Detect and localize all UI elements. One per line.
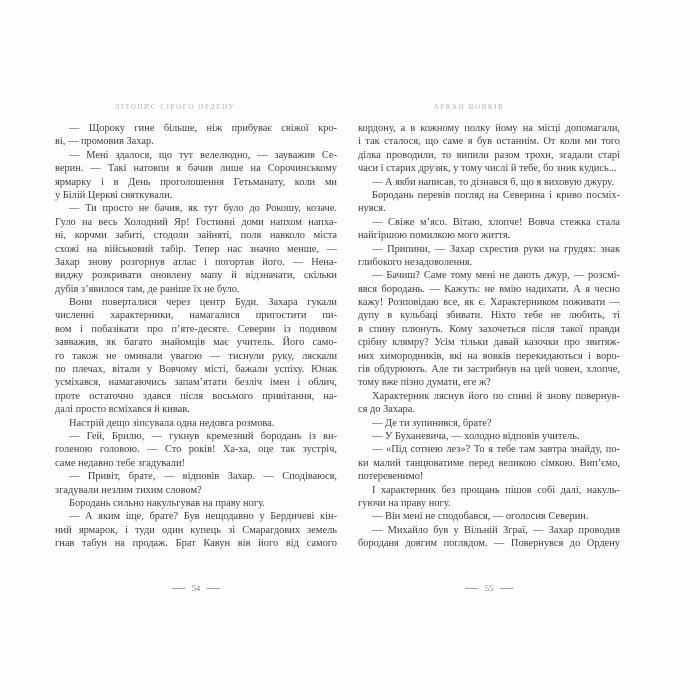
page-right-body xyxy=(358,122,620,551)
page-number-left xyxy=(55,583,337,593)
text-line: кордону, а в кожному полку йому на місці допомагали, xyxy=(358,123,620,134)
text-line: ві, — промовив Захар. xyxy=(55,136,154,148)
text-line: явся бородань. — Кажуть: не вмію надихати. А я чесно xyxy=(358,283,620,295)
text-line: — Михайло був у Вільній Зграї, — Захар проводив xyxy=(372,524,620,536)
text-line: найгіршою помилкою мого життя. xyxy=(358,230,511,242)
text-line: ки малий танцюватиме перед великою сімкою. Вип’ємо, xyxy=(358,457,620,469)
running-header-right: АРКАН ВОВКІВ xyxy=(433,103,505,111)
text-line: потеревенимо! xyxy=(358,471,424,483)
ornament-dash-icon xyxy=(500,588,513,589)
text-line: гнав табун на продаж. Брат Кавун вів його від самого xyxy=(55,538,337,550)
text-line: І характерник без прощань пішов собі далі, накуль- xyxy=(372,484,620,496)
text-line: тому вже пізно думати, еге ж? xyxy=(358,377,491,389)
text-line: Гуло на весь Холодний Яр! Гостинні доми напхом напха- xyxy=(55,216,337,228)
text-line: голеною головою. — Сто років! Ха-ха, оце так зустріч, xyxy=(55,444,337,456)
text-line: ний ярмарок, і туди один купець зі Смарагдових земель xyxy=(55,524,337,536)
text-line: вом і побазікати про п’яте-десяте. Северин із подивом xyxy=(55,323,337,335)
text-line: виджу розкривати оновлену мапу й відзначати, скільки xyxy=(55,270,337,282)
text-line: — У Буханевича, — холодно відповів учитель. xyxy=(372,430,580,442)
text-line: — А яким іще, брате? Був нещодавно у Бердичеві кін- xyxy=(69,511,337,523)
text-line: — Свіже м’ясо. Вітаю, хлопче! Вовча стежка стала xyxy=(372,216,620,228)
text-line: кажу! Розповідаю все, як є. Характерником поживати — xyxy=(358,297,620,309)
text-line: схожі на військовий табір. Тепер нас значно менше, — xyxy=(55,243,337,255)
text-line: часи і старих друзяк, у тому числі й тебе, бо зник кудись... xyxy=(358,163,617,175)
text-line: Бородань перевів погляд на Северина і криво посміх- xyxy=(372,189,620,201)
text-line: дупу в кульбаці збивати. Ніхто тебе не любить, ті xyxy=(358,310,620,322)
text-line: ні, корчми забиті, стодоли зайняті, поля навколо міста xyxy=(55,230,337,242)
text-line: ділка проводили, то випили разом трохи, згадали старі xyxy=(358,149,620,161)
text-line: проте остаточно здався після восьмого привітання, на- xyxy=(55,390,337,402)
text-line: — Він мені не сподобався, — оголосив Северин. xyxy=(372,511,589,523)
page-number-value: 55 xyxy=(484,583,494,593)
text-line: ся до Захара. xyxy=(358,404,415,416)
text-line: — Привіт, брате, — відповів Захар. — Сподіваюся, xyxy=(69,471,337,483)
text-line: бороданя довгим поглядом. — Повернувся до Ордену xyxy=(358,538,620,550)
text-line: Бородань сильно накульгував на праву ногу. xyxy=(69,497,265,509)
text-line: ярмарку і в День проголошення Гетьманату, коли ми xyxy=(55,176,337,188)
page-number-right xyxy=(358,583,620,593)
text-line: них химородників, які на вовків перекидаються і воро- xyxy=(358,350,620,362)
text-line: — А якби написав, то дізнався б, що я виховую джуру. xyxy=(372,176,614,188)
text-line: численні характерники, намагалися пригостити пи- xyxy=(55,310,337,322)
text-line: срібну клямру? Усім тільки давай казочки про звитяж- xyxy=(358,337,620,349)
text-line: — Мені здалося, що тут велелюдно, — зауважив Се- xyxy=(69,149,337,161)
text-line: гів обдурюють. Але ти застрибнув на цей човен, хлопче, xyxy=(358,364,620,376)
text-line: у Білій Церкві святкували. xyxy=(55,189,173,201)
text-line: глибокого незадоволення. xyxy=(358,256,473,268)
ornament-dash-icon xyxy=(172,588,185,589)
text-line: усміхався, намагаючись запам’ятати безліч імен і облич, xyxy=(55,377,337,389)
text-line: далі просто всміхався й кивав. xyxy=(55,404,190,416)
text-line: і так сталося, що саме я був останнім. От коли ми того xyxy=(358,136,620,148)
text-line: Настрій дещо зіпсувала одна недовга розмова. xyxy=(69,417,275,429)
text-line: згадували незлим тихим словом? xyxy=(55,484,202,496)
text-line: — «Під сотнею лез»? То я тебе там завтра знайду, по- xyxy=(372,444,620,456)
text-line: го також не оминали увагою — тиснули руку, ляскали xyxy=(55,350,337,362)
ornament-dash-icon xyxy=(207,588,220,589)
page-number-value: 54 xyxy=(191,583,201,593)
text-line: — Гей, Брилю, — гукнув кремезний бородань із ви- xyxy=(69,430,337,442)
text-line: — Припини, — Захар схрестив руки на грудях: знак xyxy=(372,243,620,255)
running-header-left: ЛІТОПИС СІРОГО ОРДЕНУ xyxy=(114,103,236,111)
page-left-body xyxy=(55,122,337,551)
ornament-dash-icon xyxy=(465,588,478,589)
text-line: — Де ти зупинився, брате? xyxy=(372,417,492,429)
text-line: — Щороку гине більше, ніж прибуває свіжої кро- xyxy=(69,123,337,134)
text-line: — Ти просто не бачив, як тут було до Рокошу, козаче. xyxy=(69,203,337,215)
text-line: Характерник ляснув його по спині й знову повернув- xyxy=(372,390,620,402)
text-line: Захар знову розгорнув атлас і погортав його. — Нена- xyxy=(55,256,337,268)
text-line: нувся. xyxy=(358,203,386,215)
text-line: завважив, як багато знайомців має учитель. Його само- xyxy=(55,337,337,349)
text-line: верин. — Такі натовпи я бачив лише на Сорочинському xyxy=(55,163,337,175)
text-line: дубів з’явилося там, де раніше їх не було. xyxy=(55,283,240,295)
text-line: Вони поверталися через центр Буди. Захара гукали xyxy=(69,297,337,309)
text-line: — Бачиш? Саме тому мені не дають джур, — розсмі- xyxy=(372,270,620,282)
text-line: саме недавно тебе згадували! xyxy=(55,457,185,469)
text-line: гуючи на праву ногу. xyxy=(358,497,451,509)
text-line: по плечах, вітали у Вовчому місті, бажали успіху. Юнак xyxy=(55,364,337,376)
text-line: в спину плюнуть. Кому захочеться після такої правди xyxy=(358,323,620,335)
